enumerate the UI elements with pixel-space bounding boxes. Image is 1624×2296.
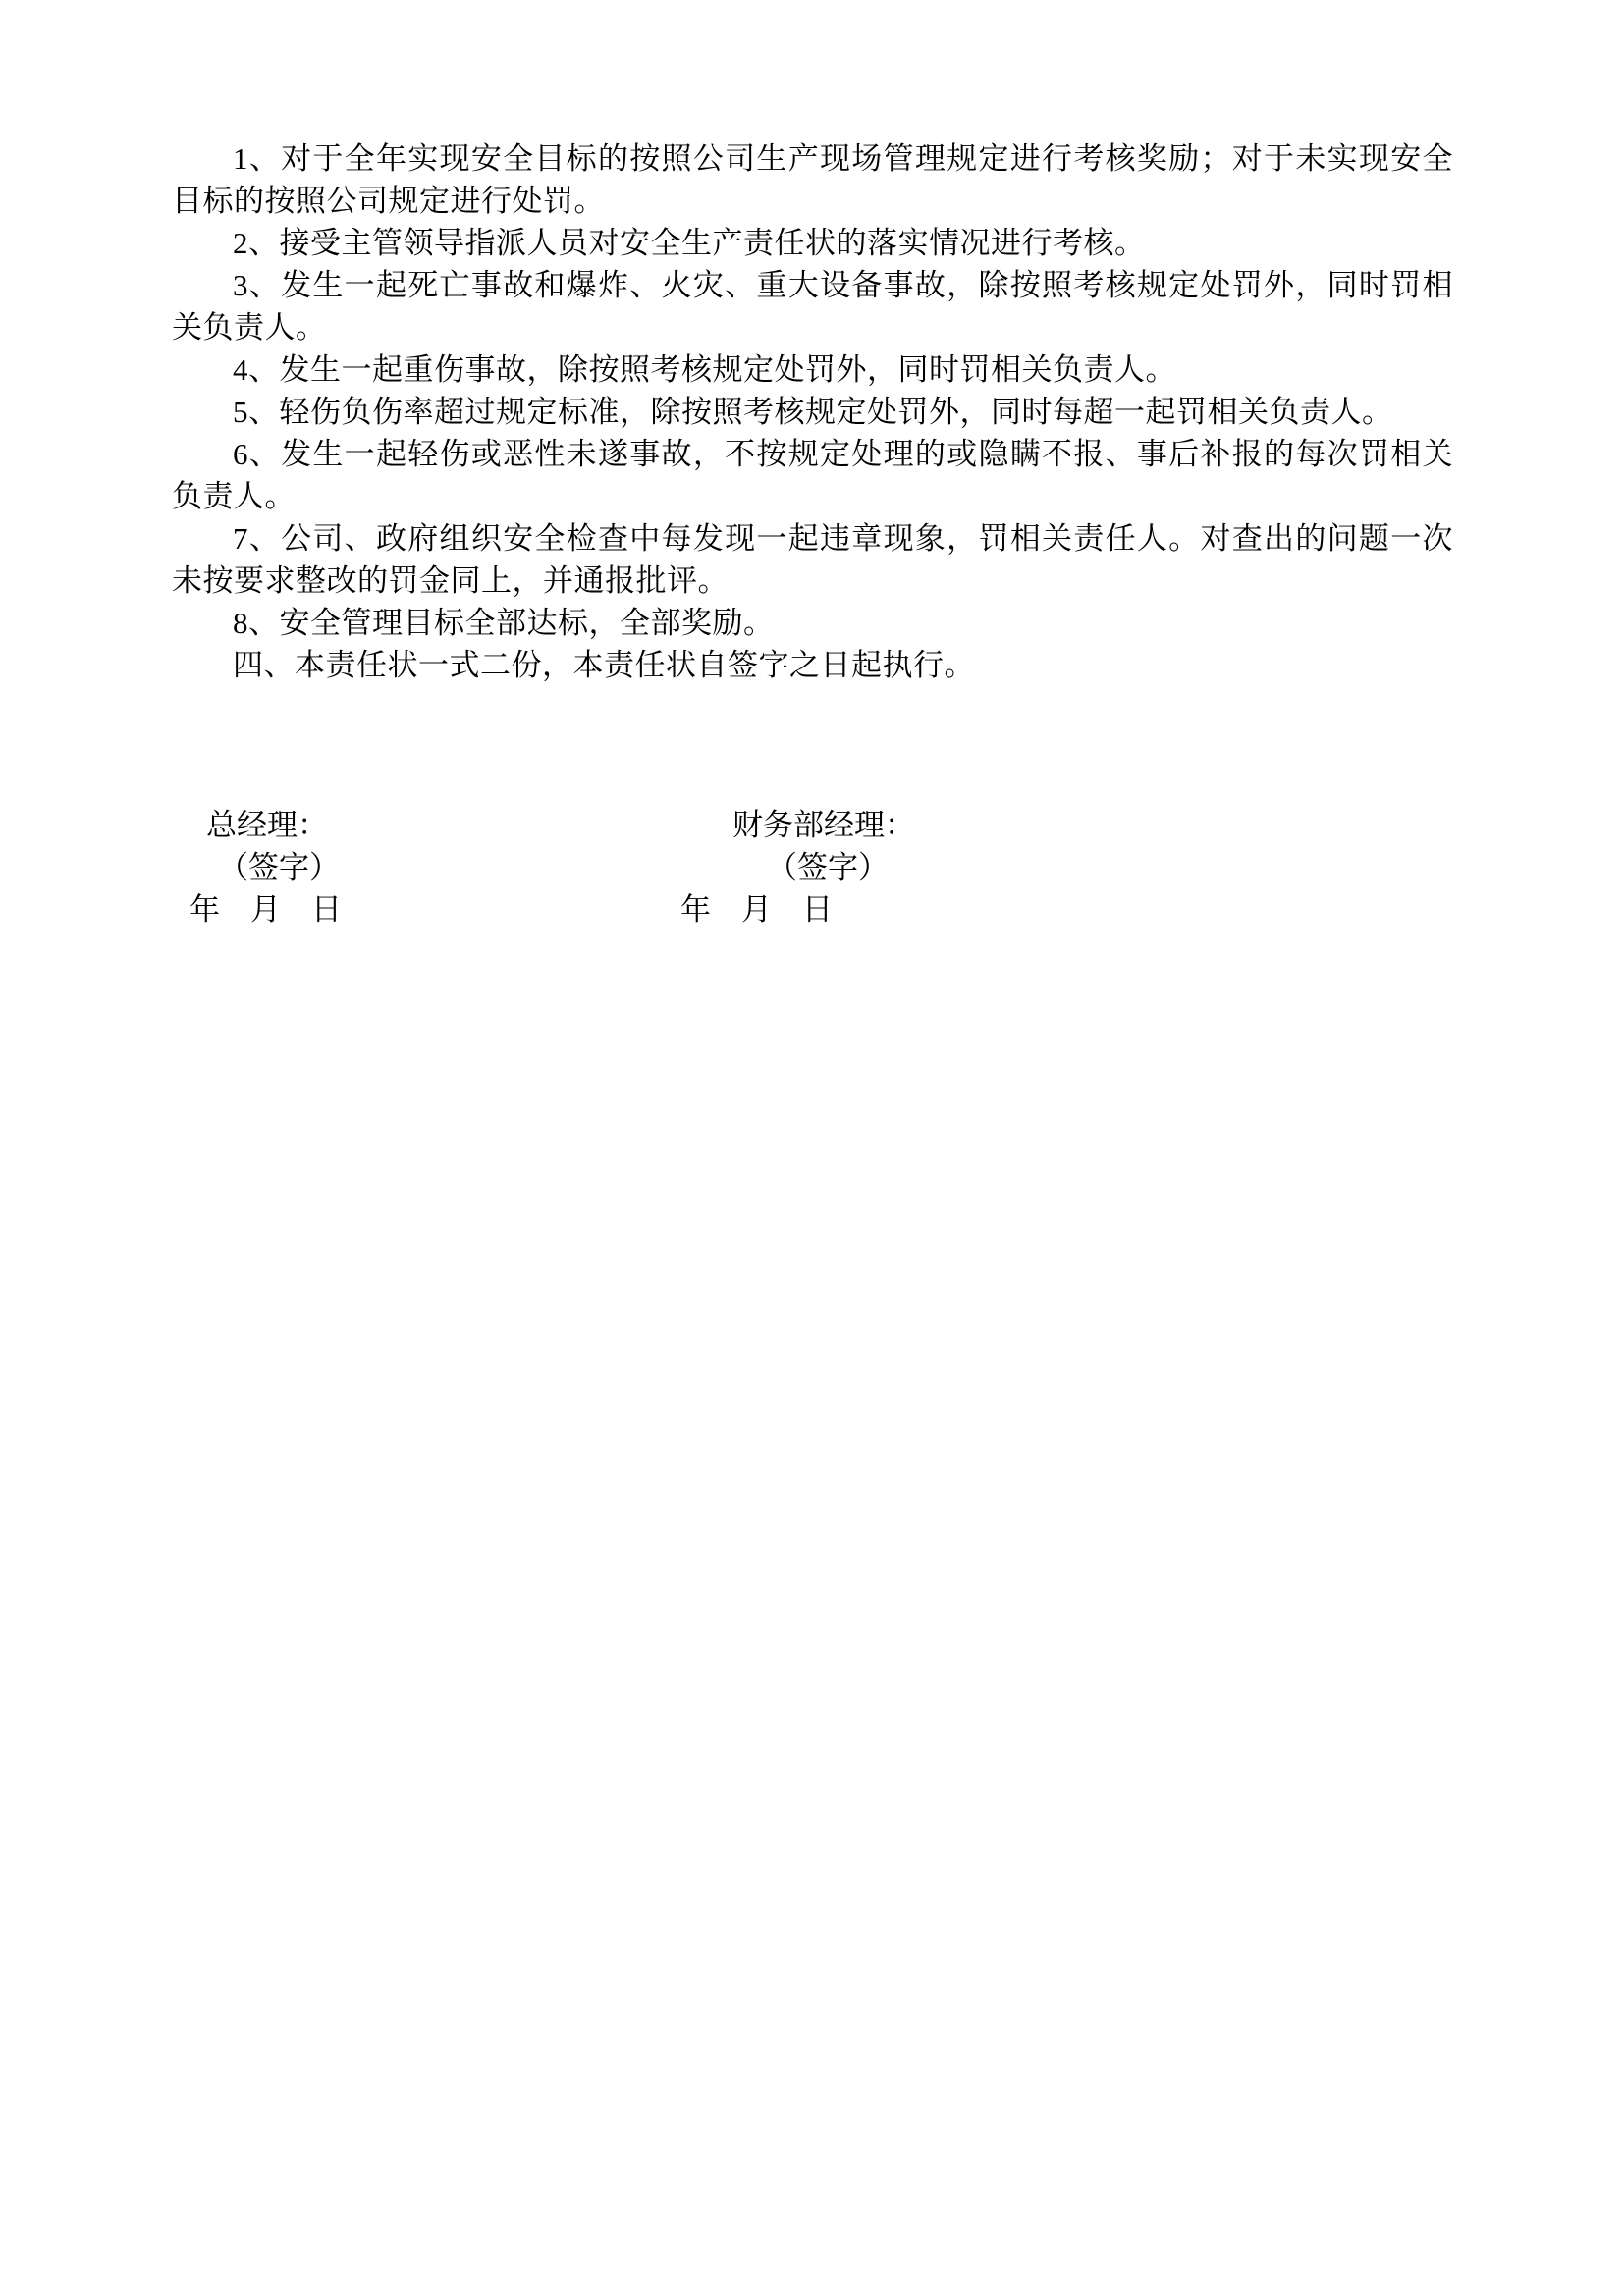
general-manager-date-line: 年 月 日 (189, 892, 342, 927)
paragraph-8: 8、安全管理目标全部达标，全部奖励。 (233, 606, 775, 640)
paragraph-6: 6、发生一起轻伤或恶性未遂事故，不按规定处理的或隐瞒不报、事后补报的每次罚相关负责人。 (172, 437, 1453, 513)
general-manager-sign-label: （签字） (218, 850, 340, 884)
paragraph-3: 3、发生一起死亡事故和爆炸、火灾、重大设备事故，除按照考核规定处罚外，同时罚相关负责人。 (172, 268, 1453, 345)
paragraph-item-four: 四、本责任状一式二份，本责任状自签字之日起执行。 (233, 648, 975, 682)
paragraph-4: 4、发生一起重伤事故，除按照考核规定处罚外，同时罚相关负责人。 (233, 352, 1176, 387)
finance-manager-date-line: 年 月 日 (680, 892, 833, 927)
signature-block (172, 804, 1453, 931)
signature-right-column (680, 804, 915, 931)
paragraph-1: 1、对于全年实现安全目标的按照公司生产现场管理规定进行考核奖励；对于未实现安全目标的按照公司规定进行处罚。 (172, 141, 1453, 218)
document-body (172, 137, 1453, 931)
general-manager-title: 总经理： (206, 808, 328, 842)
finance-manager-sign-label: （签字） (767, 850, 889, 884)
signature-left-column (189, 804, 680, 931)
paragraph-2: 2、接受主管领导指派人员对安全生产责任状的落实情况进行考核。 (233, 226, 1146, 260)
finance-manager-title: 财务部经理： (732, 808, 915, 842)
paragraph-5: 5、轻伤负伤率超过规定标准，除按照考核规定处罚外，同时每超一起罚相关负责人。 (233, 395, 1393, 429)
paragraph-7: 7、公司、政府组织安全检查中每发现一起违章现象，罚相关责任人。对查出的问题一次未按要求整改的罚金同上，并通报批评。 (172, 521, 1453, 598)
